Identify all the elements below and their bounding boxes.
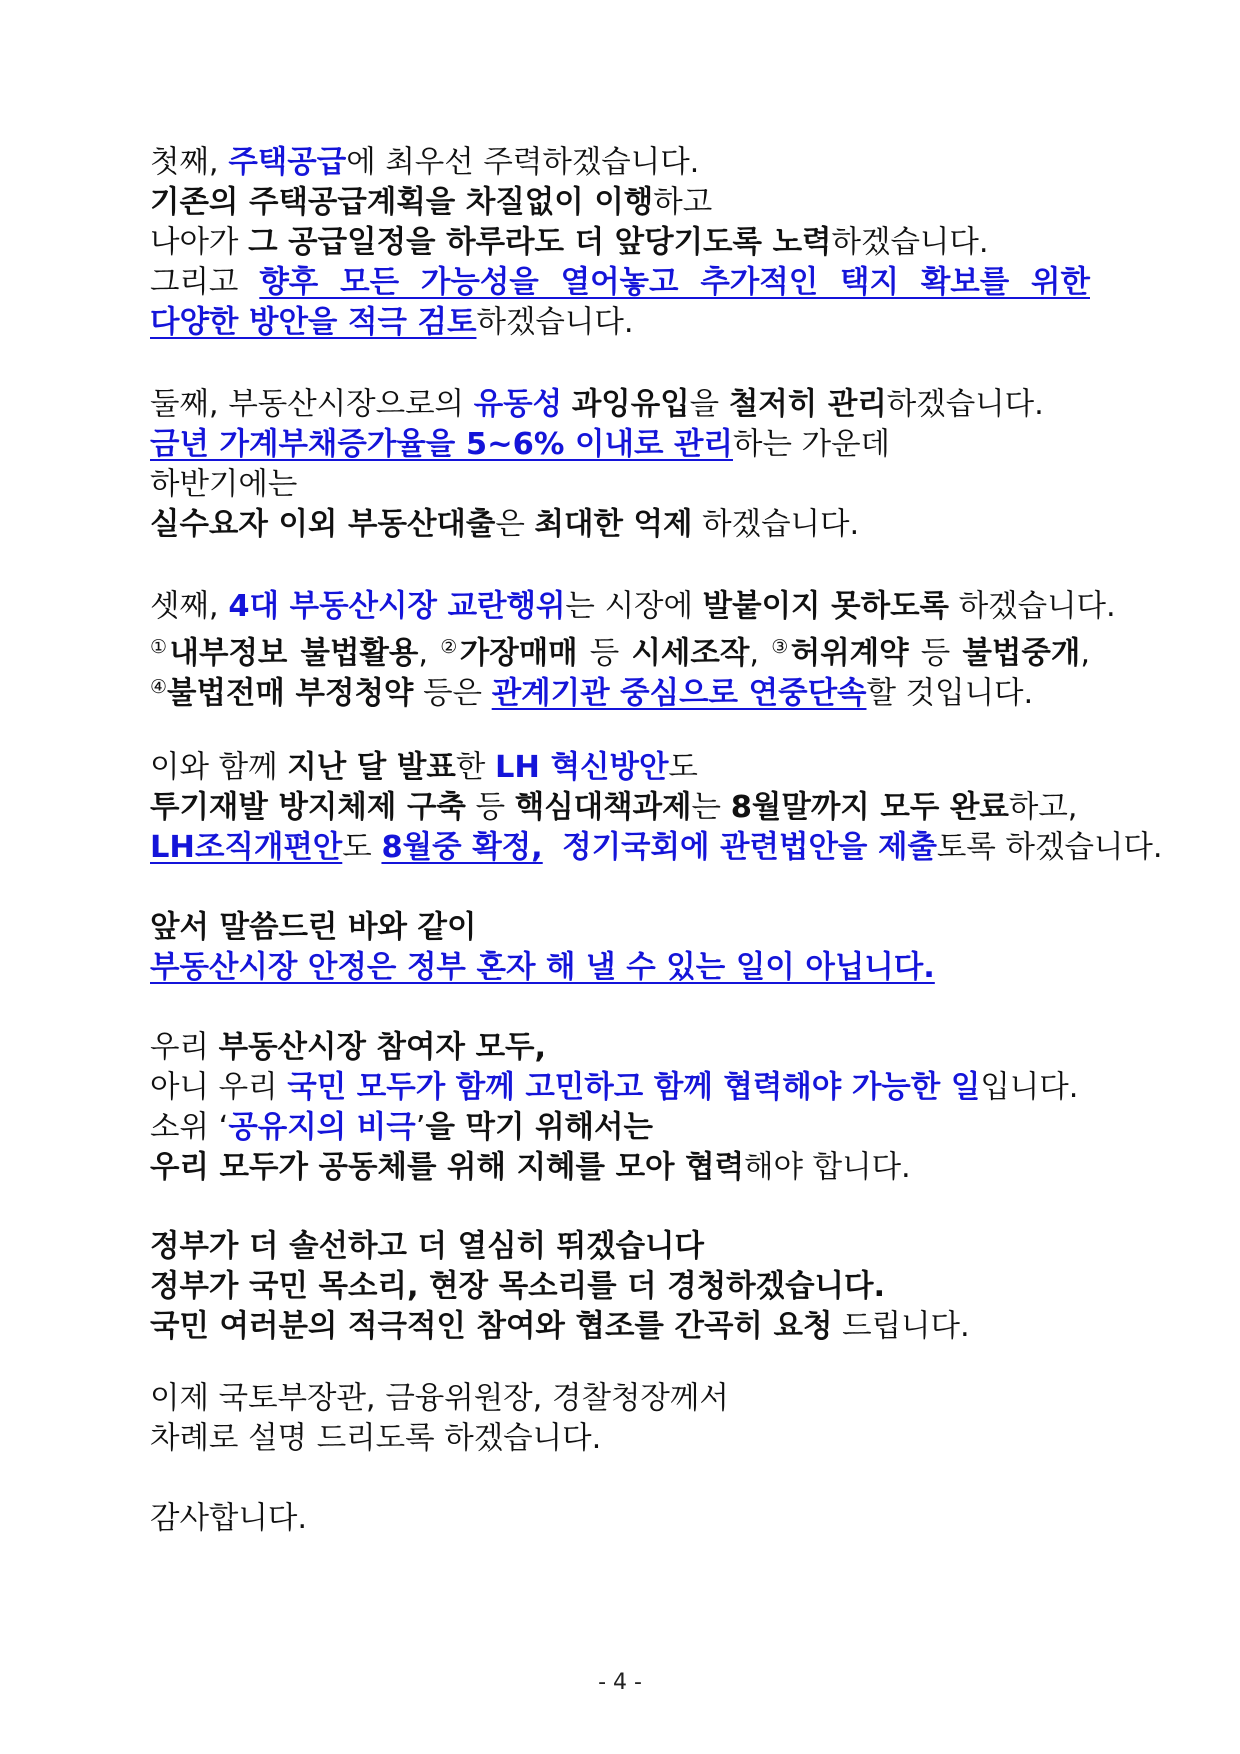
text-line [150,143,1090,183]
text-line [150,828,1163,868]
text-run: 핵심대책과제 [514,790,692,825]
text-line [150,788,1090,828]
text-line [150,1307,1090,1347]
text-run: 할 것입니다. [866,676,1034,711]
paragraph-lh-reform [150,748,1163,868]
text-line [150,505,1090,545]
text-run: 등 [577,636,632,671]
text-line [150,465,1090,505]
text-run: 부동산시장 참여자 모두, [218,1030,547,1065]
text-line [150,303,1090,343]
text-run: 드립니다. [832,1309,970,1344]
paragraph-market-disruption [150,587,1116,711]
text-run: 우리 [150,1030,219,1065]
circled-number: ② [440,636,460,658]
text-run: 토록 하겠습니다. [936,830,1163,865]
text-run: 8월말까지 모두 완료 [730,790,1009,825]
text-line [150,908,1090,948]
text-run: 첫째, [150,145,229,180]
paragraph-public-cooperation [150,1028,1090,1188]
text-run: 그 공급일정을 하루라도 더 앞당기도록 노력 [248,225,832,260]
paragraph-thanks [150,1499,1090,1539]
text-line [150,587,1116,627]
text-line [150,263,1090,303]
text-run: 하겠습니다. [949,589,1116,624]
text-run: 다양한 방안을 적극 검토 [150,305,477,340]
text-run: 허위계약 [790,636,909,671]
text-run: 하겠습니다. [886,387,1044,422]
text-run: 국민 모두가 함께 고민하고 함께 협력해야 가능한 일 [287,1070,981,1105]
text-run: 과잉유입 [571,387,690,422]
text-run: 지난 달 발표 [287,750,456,785]
text-run: 불법중개 [962,636,1081,671]
text-run: 아니 우리 [150,1070,288,1105]
paragraph-government-commitment [150,1227,1090,1347]
text-run: 금년 가계부채증가율을 5~6% 이내로 관리 [150,427,733,462]
text-run: 부동산시장 안정은 정부 혼자 해 낼 수 있는 일이 아닙니다. [150,950,935,985]
text-run: 등은 [413,676,492,711]
text-line [150,627,1091,671]
text-run: 하겠습니다. [831,225,989,260]
text-run: 등 [465,790,515,825]
text-line [150,223,1090,263]
paragraph-liquidity-management [150,385,1090,545]
text-run: 하반기에는 [150,467,298,502]
text-line [150,385,1090,425]
text-run: 앞서 말씀드린 바와 같이 [150,910,477,945]
text-line [150,1379,1090,1419]
text-run [562,387,572,422]
circled-number: ① [150,636,170,658]
text-line [150,948,1090,988]
text-run: 하고 [653,185,713,220]
text-run: 소위 ‘ [150,1110,229,1145]
text-line [150,425,1090,465]
text-run: 최대한 억제 [534,507,693,542]
circled-number: ④ [150,676,168,698]
text-run: 정부가 국민 목소리, 현장 목소리를 더 경청하겠습니다. [150,1269,886,1304]
text-run: 향후 모든 가능성을 열어놓고 추가적인 택지 확보를 위한 [259,265,1090,300]
text-run: 입니다. [980,1070,1079,1105]
text-line [150,1148,1090,1188]
paragraph-housing-supply [150,143,1090,343]
text-run: 국민 여러분의 적극적인 참여와 협조를 간곡히 요청 [150,1309,833,1344]
text-run: 등 [908,636,963,671]
text-run: 기존의 주택공급계획을 차질없이 이행 [150,185,654,220]
text-run: 내부정보 불법활용 [169,636,419,671]
text-run: 정기국회에 관련법안을 제출 [562,830,937,865]
text-line [150,667,1090,711]
text-run: 이제 국토부장관, 금융위원장, 경찰청장께서 [150,1381,729,1416]
text-run: , [418,636,441,671]
text-run: 해야 합니다. [744,1150,911,1185]
text-run: 가장매매 [459,636,578,671]
text-run: 철저히 관리 [728,387,887,422]
text-run: 도 [342,830,382,865]
text-line [150,1267,1090,1307]
circled-number: ③ [771,636,791,658]
text-run: 하겠습니다. [692,507,860,542]
text-line [150,1028,1090,1068]
paragraph-closing-remarks [150,1379,1090,1459]
text-line [150,1108,1090,1148]
text-run: 하는 가운데 [732,427,890,462]
text-run: 관계기관 중심으로 연중단속 [491,676,867,711]
text-run: LH조직개편안 [150,830,343,865]
text-run: 도 [668,750,698,785]
text-run: 셋째, [150,589,229,624]
text-run: 하겠습니다. [476,305,634,340]
text-run: 투기재발 방지체제 구축 [150,790,466,825]
text-line [150,1419,1090,1459]
text-line [150,1499,1090,1539]
text-run: 그리고 [150,265,260,300]
text-run: 공유지의 비극 [228,1110,416,1145]
text-run: , [1080,636,1091,671]
text-run: 나아가 [150,225,249,260]
text-run: 발붙이지 못하도록 [702,589,949,624]
text-run: 한 [455,750,495,785]
text-run: 감사합니다. [150,1501,308,1536]
text-run: 은 [495,507,535,542]
text-run: 는 시장에 [565,589,703,624]
text-run: 우리 모두가 공동체를 위해 지혜를 모아 협력 [150,1150,745,1185]
text-run: 시세조작 [631,636,750,671]
text-run: 을 막기 위해서는 [425,1110,653,1145]
page-number: - 4 - [598,1670,642,1695]
text-line [150,1068,1090,1108]
text-run: 정부가 더 솔선하고 더 열심히 뛰겠습니다 [150,1229,704,1264]
text-run: 차례로 설명 드리도록 하겠습니다. [150,1421,602,1456]
text-run: 주택공급 [228,145,347,180]
text-run: 불법전매 부정청약 [167,676,414,711]
text-run: , [749,636,772,671]
text-line [150,748,1090,788]
text-run: 둘째, 부동산시장으로의 [150,387,474,422]
text-run: 을 [689,387,729,422]
text-run: 4대 부동산시장 교란행위 [228,589,566,624]
text-run: LH 혁신방안 [494,750,669,785]
text-run [543,830,562,865]
text-run: 실수요자 이외 부동산대출 [150,507,496,542]
text-run: 는 [691,790,731,825]
text-run: 하고, [1008,790,1078,825]
paragraph-market-stability [150,908,1090,988]
text-run: ’ [415,1110,426,1145]
text-run: 8월중 확정, [381,830,543,865]
text-line [150,1227,1090,1267]
text-run: 에 최우선 주력하겠습니다. [346,145,700,180]
text-line [150,183,1090,223]
text-run: 이와 함께 [150,750,288,785]
text-run: 유동성 [473,387,563,422]
